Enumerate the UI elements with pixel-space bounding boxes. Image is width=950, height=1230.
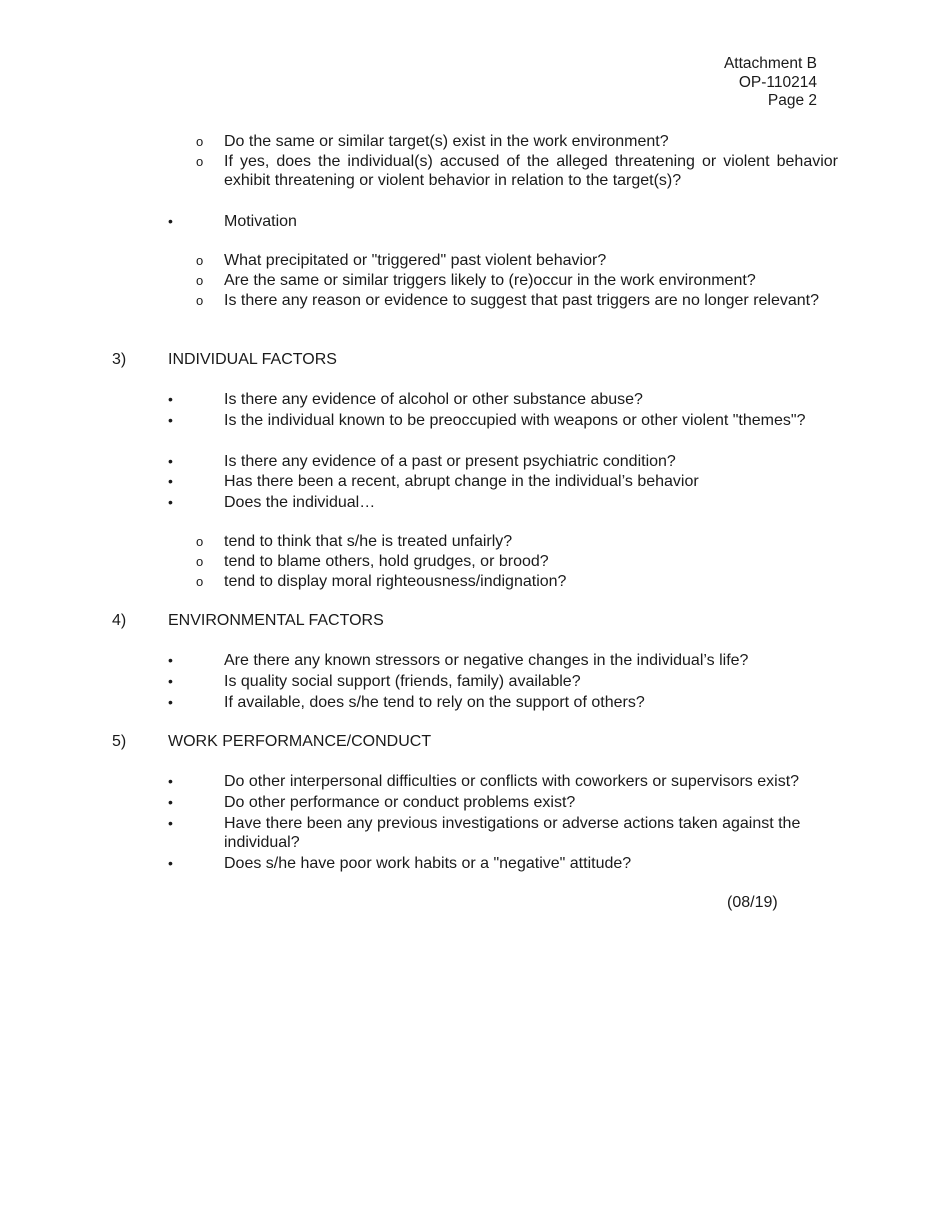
list-item: Do other performance or conduct problems exist?	[224, 794, 576, 811]
sub-bullet-icon: o	[196, 534, 204, 549]
sub-bullet-icon: o	[196, 253, 204, 268]
list-item: Is the individual known to be preoccupied with weapons or other violent "themes"?	[224, 412, 806, 429]
list-item: Does s/he have poor work habits or a "negative" attitude?	[224, 855, 632, 872]
page-number: Page 2	[767, 92, 817, 109]
sub-bullet-icon: o	[196, 574, 204, 589]
section-number: 3)	[112, 351, 127, 368]
list-item: Do other interpersonal difficulties or conflicts with coworkers or supervisors exist?	[224, 773, 800, 790]
sub-bullet-icon: o	[196, 134, 204, 149]
motivation-label: Motivation	[224, 213, 297, 230]
list-item: Is quality social support (friends, family) available?	[224, 673, 581, 690]
list-item: tend to display moral righteousness/indignation?	[224, 573, 567, 590]
list-item: Are the same or similar triggers likely to (re)occur in the work environment?	[224, 272, 756, 289]
bullet-icon: •	[168, 815, 173, 831]
section-number: 5)	[112, 733, 127, 750]
revision-date: (08/19)	[727, 894, 778, 911]
sub-bullet-icon: o	[196, 273, 204, 288]
bullet-icon: •	[168, 652, 173, 668]
bullet-icon: •	[168, 412, 173, 428]
list-item: Is there any reason or evidence to suggest that past triggers are no longer relevant?	[224, 292, 820, 309]
list-item: Is there any evidence of alcohol or other substance abuse?	[224, 391, 643, 408]
bullet-icon: •	[168, 794, 173, 810]
section-number: 4)	[112, 612, 127, 629]
bullet-icon: •	[168, 673, 173, 689]
list-item: Are there any known stressors or negative changes in the individual’s life?	[224, 652, 749, 669]
list-item: Do the same or similar target(s) exist in the work environment?	[224, 133, 669, 150]
document-header	[724, 55, 817, 111]
sub-bullet-icon: o	[196, 154, 204, 169]
list-item: tend to think that s/he is treated unfairly?	[224, 533, 513, 550]
sub-bullet-icon: o	[196, 554, 204, 569]
list-item: Is there any evidence of a past or present psychiatric condition?	[224, 453, 676, 470]
section-title: ENVIRONMENTAL FACTORS	[168, 612, 384, 629]
bullet-icon: •	[168, 855, 173, 871]
list-item: If available, does s/he tend to rely on the support of others?	[224, 694, 645, 711]
bullet-icon: •	[168, 391, 173, 407]
bullet-icon: •	[168, 694, 173, 710]
bullet-icon: •	[168, 453, 173, 469]
list-item: tend to blame others, hold grudges, or brood?	[224, 553, 549, 570]
bullet-icon: •	[168, 494, 173, 510]
bullet-icon: •	[168, 773, 173, 789]
sub-bullet-icon: o	[196, 293, 204, 308]
list-item: If yes, does the individual(s) accused of the alleged threatening or violent behavior exhibit threatening or violent behavior in relation to the target(s)?	[224, 153, 838, 189]
list-item: What precipitated or "triggered" past violent behavior?	[224, 252, 607, 269]
attachment-label: Attachment B	[723, 55, 817, 72]
section-title: INDIVIDUAL FACTORS	[168, 351, 337, 368]
bullet-icon: •	[168, 473, 173, 489]
list-item: Does the individual…	[224, 494, 376, 511]
list-item: Has there been a recent, abrupt change in the individual’s behavior	[224, 473, 699, 490]
bullet-icon: •	[168, 213, 173, 229]
document-number: OP-110214	[738, 73, 817, 91]
section-title: WORK PERFORMANCE/CONDUCT	[168, 733, 432, 750]
list-item: Have there been any previous investigations or adverse actions taken against the individual?	[224, 815, 801, 851]
